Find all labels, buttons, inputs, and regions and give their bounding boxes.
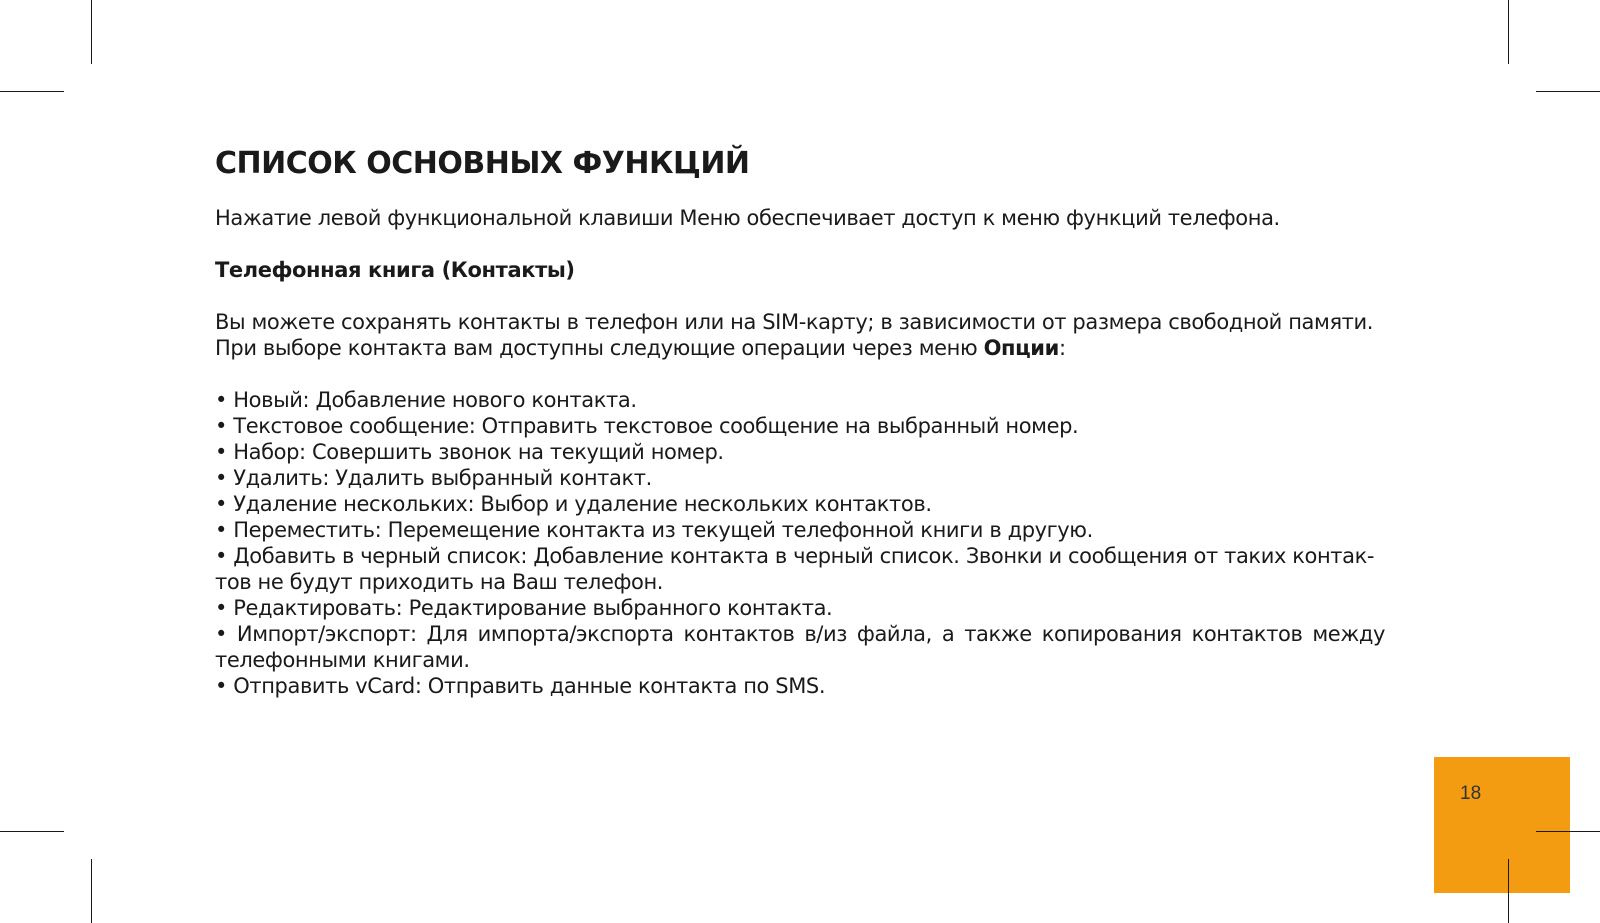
list-item: • Редактировать: Редактирование выбранного контакта. <box>215 596 833 620</box>
list-item: • Отправить vCard: Отправить данные контакта по SMS. <box>215 674 826 698</box>
page-number-box <box>1434 757 1570 893</box>
list-item: • Текстовое сообщение: Отправить текстовое сообщение на выбранный номер. <box>215 414 1079 438</box>
list-item: • Импорт/экспорт: Для импорта/экспорта контактов в/из файла, а также копирования контактов между телефонными книгами. <box>215 622 1385 672</box>
description-line <box>215 335 1385 361</box>
list-item: • Удалить: Удалить выбранный контакт. <box>215 466 652 490</box>
page-number: 18 <box>1460 783 1482 804</box>
page-title: СПИСОК ОСНОВНЫХ ФУНКЦИЙ <box>215 146 750 181</box>
section-heading: Телефонная книга (Контакты) <box>215 258 575 282</box>
function-list <box>215 387 1385 699</box>
crop-mark <box>1536 91 1600 92</box>
crop-mark <box>0 91 64 92</box>
crop-mark <box>91 0 92 64</box>
list-item: • Новый: Добавление нового контакта. <box>215 388 637 412</box>
intro-paragraph: Нажатие левой функциональной клавиши Меню обеспечивает доступ к меню функций телефона. <box>215 206 1280 230</box>
crop-mark <box>1536 831 1600 832</box>
list-item: • Переместить: Перемещение контакта из текущей телефонной книги в другую. <box>215 518 1093 542</box>
list-item: • Удаление нескольких: Выбор и удаление нескольких контактов. <box>215 492 932 516</box>
section-description <box>215 309 1385 361</box>
description-line: Вы можете сохранять контакты в телефон или на SIM-карту; в зависимости от размера свободной памяти. <box>215 310 1374 334</box>
crop-mark <box>1508 859 1509 923</box>
list-item: • Добавить в черный список: Добавление контакта в черный список. Звонки и сообщения от таких контак-тов не будут приходить на Ваш телефон. <box>215 544 1375 594</box>
crop-mark <box>91 859 92 923</box>
page-content <box>215 146 1385 699</box>
list-item: • Набор: Совершить звонок на текущий номер. <box>215 440 724 464</box>
crop-mark <box>0 831 64 832</box>
options-menu-label: Опции <box>983 336 1059 360</box>
description-text: : <box>1058 336 1066 360</box>
crop-mark <box>1508 0 1509 64</box>
description-text: При выборе контакта вам доступны следующие операции через меню <box>215 336 984 360</box>
